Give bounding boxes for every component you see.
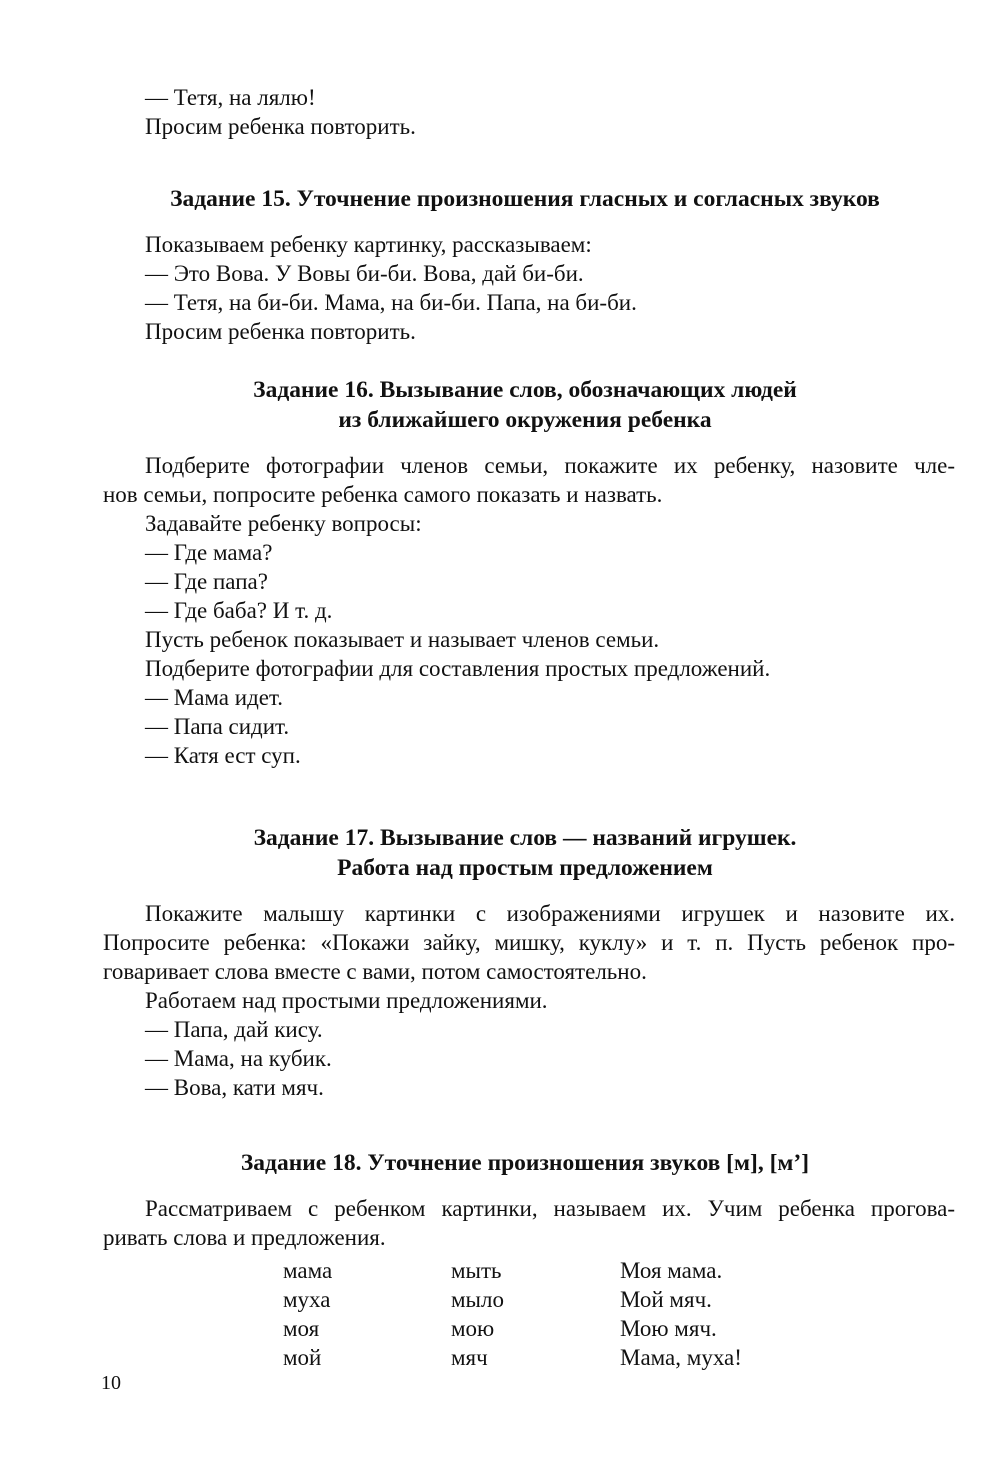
table-cell: Мама, муха! (620, 1345, 742, 1370)
page-number: 10 (101, 1372, 121, 1394)
table-cell: Мой мяч. (620, 1287, 712, 1312)
table-cell: Моя мама. (620, 1258, 723, 1283)
text-line: Задавайте ребенку вопросы: (145, 511, 422, 536)
dialogue-line: — Где баба? И т. д. (145, 598, 333, 623)
text-line: Показываем ребенку картинку, рассказываем: (145, 232, 592, 257)
table-cell: моя (283, 1316, 320, 1341)
text-line: Пусть ребенок показывает и называет членов семьи. (145, 627, 660, 652)
task-17-heading-line-2: Работа над простым предложением (337, 855, 713, 881)
dialogue-line: — Вова, кати мяч. (145, 1075, 324, 1100)
dialogue-line: — Катя ест суп. (145, 743, 301, 768)
paragraph-line: Покажите малышу картинки с изображениями игрушек и назовите их. (145, 901, 955, 926)
dialogue-line: — Мама, на кубик. (145, 1046, 332, 1071)
task-16-heading-line-1: Задание 16. Вызывание слов, обозначающих людей (253, 377, 797, 403)
task-16-heading-line-2: из ближайшего окружения ребенка (338, 407, 712, 433)
table-cell: мой (283, 1345, 322, 1370)
dialogue-line: — Это Вова. У Вовы би-би. Вова, дай би-би. (145, 261, 584, 286)
text-line: Просим ребенка повторить. (145, 114, 416, 139)
table-cell: Мою мяч. (620, 1316, 717, 1341)
text-line: Работаем над простыми предложениями. (145, 988, 548, 1013)
table-cell: мыло (451, 1287, 504, 1312)
paragraph-line: ривать слова и предложения. (103, 1225, 386, 1250)
table-cell: мама (283, 1258, 333, 1283)
paragraph-line: Попросите ребенка: «Покажи зайку, мишку, куклу» и т. п. Пусть ребенок про- (103, 930, 955, 955)
text-line: Подберите фотографии для составления простых предложений. (145, 656, 771, 681)
dialogue-line: — Где папа? (145, 569, 268, 594)
table-cell: мяч (451, 1345, 488, 1370)
table-cell: мыть (451, 1258, 502, 1283)
dialogue-line: — Папа, дай кису. (145, 1017, 323, 1042)
dialogue-line: — Где мама? (145, 540, 273, 565)
paragraph-line: нов семьи, попросите ребенка самого показать и назвать. (103, 482, 663, 507)
paragraph-line: Рассматриваем с ребенком картинки, называем их. Учим ребенка прогова- (145, 1196, 955, 1221)
dialogue-line: — Мама идет. (145, 685, 284, 710)
dialogue-line: — Папа сидит. (145, 714, 290, 739)
paragraph-line: Подберите фотографии членов семьи, покажите их ребенку, назовите чле- (145, 453, 955, 478)
table-cell: мою (451, 1316, 495, 1341)
paragraph-line: говаривает слова вместе с вами, потом самостоятельно. (103, 959, 647, 984)
dialogue-line: — Тетя, на би-би. Мама, на би-би. Папа, на би-би. (145, 290, 637, 315)
dialogue-line: — Тетя, на лялю! (145, 85, 316, 110)
task-15-heading: Задание 15. Уточнение произношения гласных и согласных звуков (170, 186, 880, 212)
text-line: Просим ребенка повторить. (145, 319, 416, 344)
task-18-heading: Задание 18. Уточнение произношения звуков [м], [м’] (240, 1150, 810, 1176)
table-cell: муха (283, 1287, 331, 1312)
task-17-heading-line-1: Задание 17. Вызывание слов — названий игрушек. (253, 825, 797, 851)
